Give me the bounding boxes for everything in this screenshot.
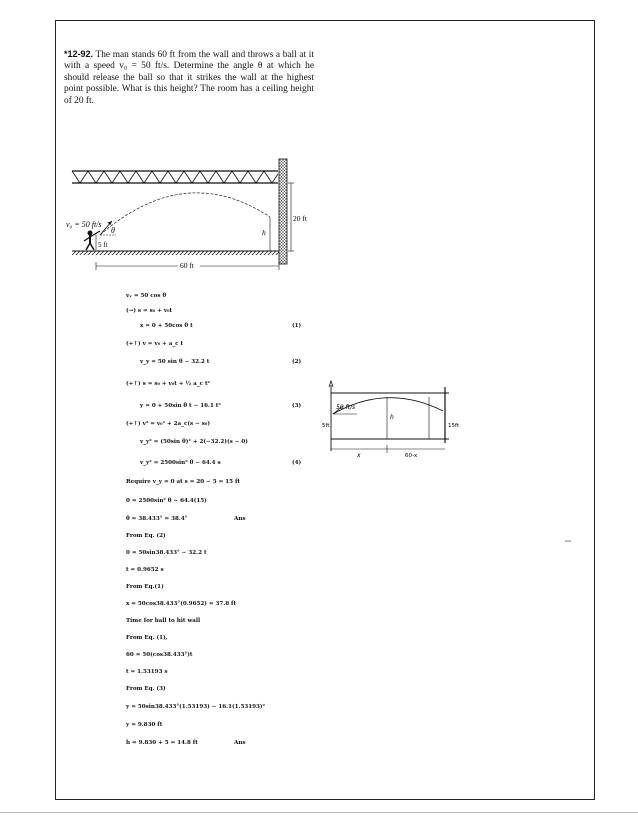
sketch-v-label: 50 ft/s [336, 404, 356, 411]
solution-line: 0 = 50sin38.433° − 32.2 t [126, 550, 207, 556]
wall [279, 159, 287, 264]
solution-line: v_y² = 2500sin² θ − 64.4 s [140, 460, 221, 466]
solution-line: y = 9.830 ft [126, 722, 163, 728]
solution-line: y = 0 + 50sin θ t − 16.1 t² [140, 403, 221, 409]
man-height-label: 5 ft [98, 241, 108, 249]
solution-line: Require v_y = 0 at s = 20 − 5 = 15 ft [126, 479, 240, 485]
solution-line: θ = 38.433° = 38.4° [126, 516, 188, 522]
solution-line: (+↑) v² = v₀² + 2a_c(s − s₀) [126, 421, 210, 427]
equation-number: (4) [292, 460, 302, 466]
solution-line: (+↑) v = v₀ + a_c t [126, 341, 184, 347]
answer-label: Ans [234, 516, 246, 522]
solution-line: v_y² = (50sin θ)² + 2(−32.2)(s − 0) [140, 439, 248, 445]
sketch-x-label: x [357, 452, 361, 459]
bottom-rule [0, 812, 638, 813]
sketch-h-label: h [390, 414, 394, 421]
ball-trajectory [100, 193, 270, 235]
solution-line: t = 1.53193 s [126, 669, 168, 675]
sketch-rem-label: 60-x [405, 453, 418, 459]
solution-line: From Eq.(1) [126, 584, 164, 590]
problem-number: *12-92. [64, 49, 94, 59]
solution-line: h = 9.830 + 5 = 14.8 ft [126, 740, 198, 746]
v0-label: v₀ = 50 ft/s [66, 220, 102, 229]
solution-line: t = 0.9652 s [126, 567, 164, 573]
equation-number: (1) [292, 323, 302, 329]
height-label: 20 ft [293, 214, 307, 223]
solution-line: y = 50sin38.433°(1.53193) − 16.1(1.53193)² [126, 704, 266, 710]
sketch-dim-right: 15ft [448, 423, 459, 429]
solution-line: (→) s = s₀ + v₀t [126, 308, 173, 314]
solution-line: From Eq. (1), [126, 635, 168, 641]
distance-label: 60 ft [180, 261, 194, 270]
solution-line: (+↑) s = s₀ + v₀t + ½ a_c t² [126, 381, 210, 387]
ceiling-truss [72, 171, 278, 183]
theta-label: θ [111, 226, 115, 235]
problem-statement [64, 49, 314, 107]
sketch-dim-left: 5ft [322, 423, 330, 429]
solution-line: x = 50cos38.433°(0.9652) = 37.8 ft [126, 601, 237, 607]
equation-number: (3) [292, 403, 302, 409]
solution-line: 60 = 50(cos38.433°)t [126, 652, 193, 658]
solution-line: vₓ = 50 cos θ [126, 293, 167, 299]
document-page [55, 20, 595, 800]
solution-sketch [321, 379, 461, 461]
floor [72, 251, 279, 255]
solution-line: 0 = 2500sin² θ − 64.4(15) [126, 498, 207, 504]
stray-mark [565, 540, 573, 543]
solution-line: From Eq. (2) [126, 533, 166, 539]
solution-line: From Eq. (3) [126, 686, 166, 692]
solution-line: x = 0 + 50cos θ t [140, 323, 193, 329]
answer-label: Ans [234, 740, 246, 746]
equation-number: (2) [292, 359, 302, 365]
h-label: h [262, 228, 266, 237]
problem-text: The man stands 60 ft from the wall and throws a ball at it with a speed v₀ = 50 ft/s. Determine the angle θ at which he should release the ball so that it strikes the wall at the highest point possible. What is this height? The room has a ceiling height of 20 ft. [64, 50, 314, 106]
solution-line: v_y = 50 sin θ − 32.2 t [140, 359, 210, 365]
solution-line: Time for ball to hit wall [126, 618, 201, 624]
problem-figure [66, 169, 320, 284]
